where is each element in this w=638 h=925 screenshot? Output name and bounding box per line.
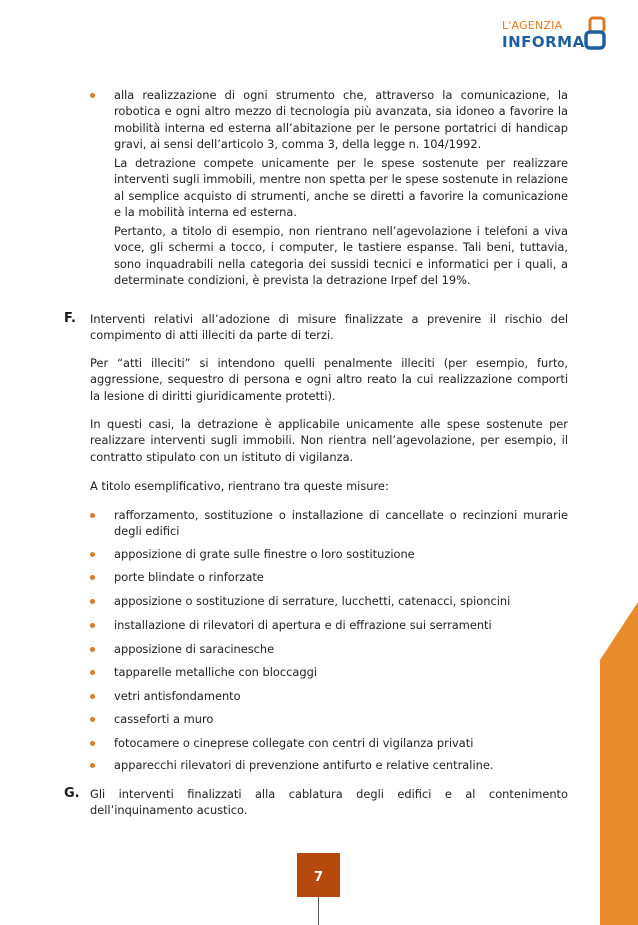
bullet-text: apposizione di saracinesche	[114, 642, 275, 656]
paragraph-pertanto: Pertanto, a titolo di esempio, non rientrano nell’agevolazione i telefoni a viva voce, gli schermi a tocco, i computer, le tastiere espanse. Tali beni, tuttavia, sono inquadrabili nella categoria dei sussidi tecnici e informatici per i quali, a determinate condizioni, è prevista la detrazione Irpef del 19%.	[114, 224, 568, 288]
paragraph-atti-illeciti: Per “atti illeciti” si intendono quelli penalmente illeciti (per esempio, furto, aggressione, sequestro di persona e ogni altro reato la cui realizzazione comporti la lesione di diritti giuridicamente protetti).	[90, 356, 568, 403]
section-f-letter: F.	[64, 311, 76, 326]
paragraph-casi: In questi casi, la detrazione è applicabile unicamente alle spese sostenute per realizzare interventi sugli immobili. Non rientra nell’agevolazione, per esempio, il contratto stipulato con un istituto di vigilanza.	[90, 417, 568, 464]
bullet-icon	[90, 647, 95, 652]
bullet-text: vetri antisfondamento	[114, 689, 241, 703]
section-g-title: Gli interventi finalizzati alla cablatura degli edifici e al contenimento dell’inquinamento acustico.	[90, 787, 568, 818]
bullet-icon	[90, 741, 95, 746]
bullet-text: alla realizzazione di ogni strumento che, attraverso la comunicazione, la robotica e ogni altro mezzo di tecnologia più avanzata, sia idoneo a favorire la mobilità interna ed esterna all’abitazione per le persone portatrici di handicap gravi, ai sensi dell’articolo 3, comma 3, della legge n. 104/1992.	[114, 88, 568, 152]
bullet-text: installazione di rilevatori di apertura e di effrazione sui serramenti	[114, 618, 492, 632]
page-number: 7	[297, 853, 340, 897]
bullet-icon	[90, 575, 95, 580]
logo-top-text: L'AGENZIA	[502, 19, 563, 32]
section-g-letter: G.	[64, 786, 80, 801]
bullet-icon	[90, 670, 95, 675]
bullet-icon	[90, 513, 95, 518]
paragraph-titolo: A titolo esemplificativo, rientrano tra queste misure:	[90, 479, 389, 493]
bullet-text: porte blindate o rinforzate	[114, 570, 264, 584]
bullet-text: rafforzamento, sostituzione o installazione di cancellate o recinzioni murarie degli edifici	[114, 508, 568, 539]
bullet-text: apposizione o sostituzione di serrature, lucchetti, catenacci, spioncini	[114, 594, 511, 608]
section-f-title: Interventi relativi all’adozione di misure finalizzate a prevenire il rischio del compimento di atti illeciti da parte di terzi.	[90, 312, 568, 343]
page-number-line	[318, 897, 319, 925]
bullet-icon	[90, 717, 95, 722]
bullet-icon	[90, 763, 95, 768]
bullet-text: apparecchi rilevatori di prevenzione antifurto e relative centraline.	[114, 758, 494, 772]
bullet-icon	[90, 623, 95, 628]
agency-logo	[498, 16, 610, 54]
bullet-text: fotocamere o cineprese collegate con centri di vigilanza privati	[114, 736, 474, 750]
issue-date: febbraio 2017	[563, 669, 576, 760]
bullet-text: tapparelle metalliche con bloccaggi	[114, 665, 318, 679]
bullet-icon	[90, 694, 95, 699]
bullet-icon	[90, 552, 95, 557]
bullet-text: casseforti a muro	[114, 712, 214, 726]
bullet-text: apposizione di grate sulle finestre o loro sostituzione	[114, 547, 415, 561]
paragraph-detrazione: La detrazione compete unicamente per le spese sostenute per realizzare interventi sugli immobili, mentre non spetta per le spese sostenute in relazione al semplice acquisto di strumenti, anche se diretti a favorire la comunicazione e la mobilità interna ed esterna.	[114, 156, 568, 220]
bullet-icon	[90, 599, 95, 604]
logo-mark-icon	[584, 16, 608, 52]
logo-bottom-text: INFORMA	[502, 33, 585, 51]
bullet-icon	[90, 93, 95, 98]
